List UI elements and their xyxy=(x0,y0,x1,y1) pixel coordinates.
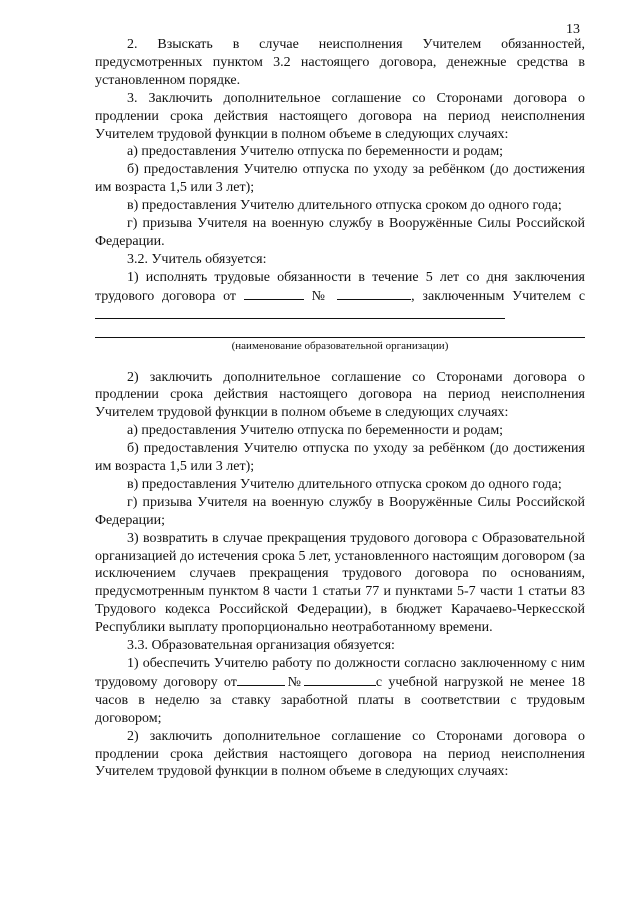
paragraph: 3) возвратить в случае прекращения трудового договора с Образовательной организацией до истечения срока 5 лет, установленного настоящим договором (за исключением случаев прекращения трудового договора по основаниям, предусмотренным пунктом 8 части 1 статьи 77 и пунктами 5-7 части 1 статьи 83 Трудового кодекса Российской Федерации), в бюджет Карачаево-Черкесской Республики выплату пропорционально неотработанному времени. xyxy=(95,530,585,636)
spacer xyxy=(95,353,585,369)
clause-with-blanks xyxy=(95,655,585,728)
clause-text: с учебной нагрузкой не менее 18 часов в неделю за ставку заработной платы в соответствии с трудовым договором; xyxy=(95,674,586,726)
paragraph: 2) заключить дополнительное соглашение со Сторонами договора о продлении срока действия настоящего договора на период неисполнения Учителем трудовой функции в полном объеме в следующих случаях: xyxy=(95,728,585,780)
clause-with-blanks xyxy=(95,269,585,325)
caption: (наименование образовательной организации) xyxy=(231,339,449,352)
page-number: 13 xyxy=(566,22,580,37)
list-item: в) предоставления Учителю длительного отпуска сроком до одного года; xyxy=(127,476,562,492)
organization-name-line xyxy=(95,327,585,338)
number-blank xyxy=(304,673,376,686)
date-blank xyxy=(244,287,304,300)
paragraph: 3. Заключить дополнительное соглашение со Сторонами договора о продлении срока действия настоящего договора на период неисполнения Учителем трудовой функции в полном объеме в следующих случаях: xyxy=(95,90,585,142)
number-sign: № xyxy=(311,288,330,304)
list-item: а) предоставления Учителю отпуска по беременности и родам; xyxy=(127,423,504,439)
list-item: г) призыва Учителя на военную службу в Вооружённые Силы Российской Федерации; xyxy=(95,494,585,528)
clause-text: 1) обеспечить Учителю работу по должности согласно заключенному с ним трудовому договору от xyxy=(95,656,585,690)
list-item: б) предоставления Учителю отпуска по уходу за ребёнком (до достижения им возраста 1,5 или 3 лет); xyxy=(95,441,585,475)
number-sign: № xyxy=(284,674,304,690)
number-blank xyxy=(337,287,411,300)
list-item: б) предоставления Учителю отпуска по уходу за ребёнком (до достижения им возраста 1,5 или 3 лет); xyxy=(95,162,585,196)
list-item: а) предоставления Учителю отпуска по беременности и родам; xyxy=(127,144,504,160)
clause-text: 1) исполнять трудовые обязанности в течение 5 лет со дня заключения трудового договора от xyxy=(95,269,585,304)
organization-blank xyxy=(95,306,505,319)
clause-text: , заключенным Учителем с xyxy=(411,288,586,304)
list-item: в) предоставления Учителю длительного отпуска сроком до одного года; xyxy=(127,198,562,214)
section-heading: 3.2. Учитель обязуется: xyxy=(127,251,267,267)
list-item: г) призыва Учителя на военную службу в Вооружённые Силы Российской Федерации. xyxy=(95,216,585,249)
paragraph: 2. Взыскать в случае неисполнения Учителем обязанностей, предусмотренных пунктом 3.2 настоящего договора, денежные средства в установленном порядке. xyxy=(95,37,585,88)
paragraph: 2) заключить дополнительное соглашение со Сторонами договора о продлении срока действия настоящего договора на период неисполнения Учителем трудовой функции в полном объеме в следующих случаях: xyxy=(95,369,585,421)
section-heading: 3.3. Образовательная организация обязуется: xyxy=(127,638,395,654)
document-body xyxy=(95,36,585,781)
date-blank xyxy=(237,673,285,686)
